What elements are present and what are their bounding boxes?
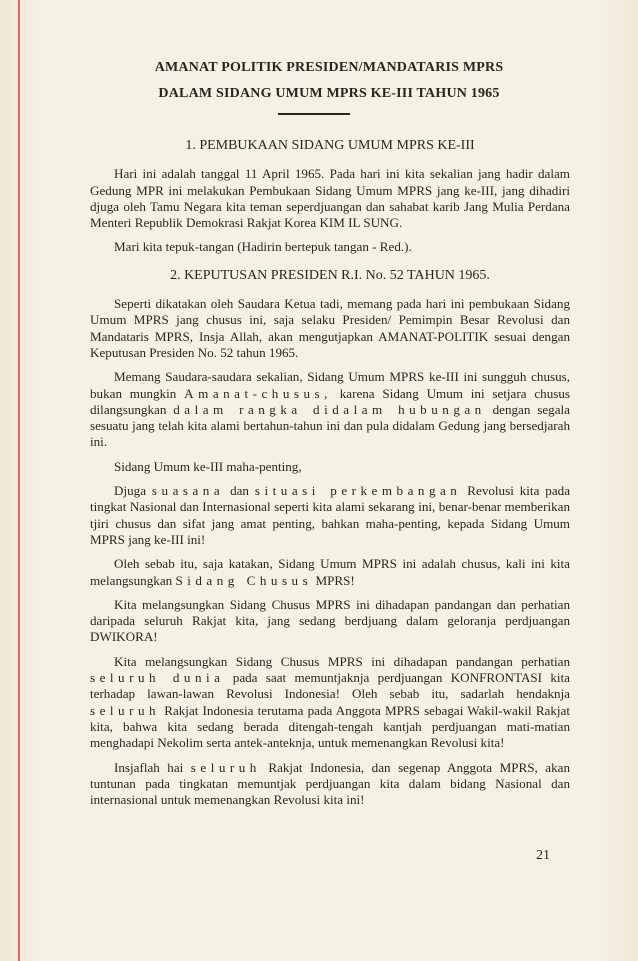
section-2-paragraph-2 xyxy=(90,369,570,450)
text-span: Kita melangsungkan Sidang Chusus MPRS ini dihadapan pandangan perhatian xyxy=(114,653,570,669)
spaced-text: seluruh xyxy=(190,759,261,775)
section-1-paragraph-1: Hari ini adalah tanggal 11 April 1965. Pada hari ini kita sekalian jang hadir dalam Gedung MPR ini melakukan Pembukaan Sidang Umum MPRS jang ke-III, jang dihadiri djuga oleh Tamu Negara kita teman seperdjuangan dan sahabat karib Jang Mulia Perdana Menteri Republik Demokrasi Rakjat Korea KIM IL SUNG. xyxy=(90,166,570,231)
text-span: Revolusi kita pada tingkat Nasional dan Internasional seperti kita alami sekarang ini, benar-benar memberikan tjiri chusus dan sifat jang amat penting, bahkan maha-penting, kepada Sidang Umum MPRS jang ke-III ini! xyxy=(90,483,571,547)
section-2-paragraph-6: Kita melangsungkan Sidang Chusus MPRS ini dihadapan pandangan dan perhatian daripada seluruh Rakjat kita, jang sedang berdjuang dalam geloranja perdjuangan DWIKORA! xyxy=(90,596,570,645)
spaced-text: Sidang Chusus xyxy=(175,572,313,588)
section-1-heading: 1. PEMBUKAAN SIDANG UMUM MPRS KE-III xyxy=(185,138,475,153)
text-span: Memang Saudara-saudara sekalian, Sidang Umum MPRS ke-III ini sungguh chusus, bukan mungkin xyxy=(90,369,570,401)
title-underline xyxy=(278,113,350,115)
text-span: Rakjat Indonesia terutama pada Anggota MPRS sebagai Wakil-wakil Rakjat kita, bahwa kita sedang berada ditengah-tengah kantjah perdjuangan mati-matian menghadapi Nekolim serta antek-anteknja, untuk memenangkan Revolusi kita! xyxy=(90,702,571,751)
text-span: dan xyxy=(230,483,249,499)
spaced-text: situasi perkembangan xyxy=(254,483,462,499)
title-line-2: DALAM SIDANG UMUM MPRS KE-III TAHUN 1965 xyxy=(158,86,500,101)
document-body xyxy=(90,126,570,816)
section-2-heading: 2. KEPUTUSAN PRESIDEN R.I. No. 52 TAHUN 1965. xyxy=(170,267,490,283)
spaced-text: suasana xyxy=(151,483,225,499)
text-span: MPRS! xyxy=(315,572,355,588)
text-span: dengan segala sesuatu jang telah kita alami bertahun-tahun ini dan pula didalam Gedung jang bersedjarah ini. xyxy=(90,401,570,450)
text-span: Oleh sebab itu, saja katakan, Sidang Umum MPRS ini adalah chusus, kali ini kita melangsungkan xyxy=(90,556,570,588)
title-line-1: AMANAT POLITIK PRESIDEN/MANDATARIS MPRS xyxy=(154,60,504,75)
section-2-paragraph-3: Sidang Umum ke-III maha-penting, xyxy=(114,458,302,474)
spaced-text: seluruh xyxy=(90,702,161,718)
text-span: Insjaflah hai xyxy=(114,759,184,775)
text-span: karena Sidang Umum ini setjara chusus dilangsungkan xyxy=(90,385,570,417)
section-2-paragraph-4 xyxy=(90,483,570,548)
text-span: pada saat memuntjaknja perdjuangan KONFRONTASI kita terhadap lawan-lawan Revolusi Indonesia! Oleh sebab itu, sadarlah hendaknja xyxy=(90,670,570,702)
spaced-text: dalam rangka didalam hubungan xyxy=(173,401,486,417)
page-number: 21 xyxy=(536,848,550,863)
section-2-paragraph-1: Seperti dikatakan oleh Saudara Ketua tadi, memang pada hari ini pembukaan Sidang Umum MPRS jang chusus ini, saja selaku Presiden/ Pemimpin Besar Revolusi dan Mandataris MPRS, Insja Allah, akan mengutjapkan AMANAT-POLITIK sesuai dengan Keputusan Presiden No. 52 tahun 1965. xyxy=(90,296,570,360)
section-1-paragraph-2: Mari kita tepuk-tangan (Hadirin bertepuk tangan - Red.). xyxy=(114,239,412,255)
section-2-paragraph-7 xyxy=(90,654,570,752)
section-2-paragraph-5 xyxy=(90,556,570,589)
text-span: Djuga xyxy=(114,483,146,499)
spaced-text: Amanat-chusus, xyxy=(184,385,332,401)
section-2-paragraph-8 xyxy=(90,760,570,809)
margin-line xyxy=(18,0,20,961)
spaced-text: seluruh dunia xyxy=(90,670,225,686)
text-span: Rakjat Indonesia, dan segenap Anggota MPRS, akan tuntunan pada tingkatan memuntjak perdjuangan kita dalam bidang Nasional dan internasional untuk memenangkan Revolusi kita ini! xyxy=(90,759,570,808)
